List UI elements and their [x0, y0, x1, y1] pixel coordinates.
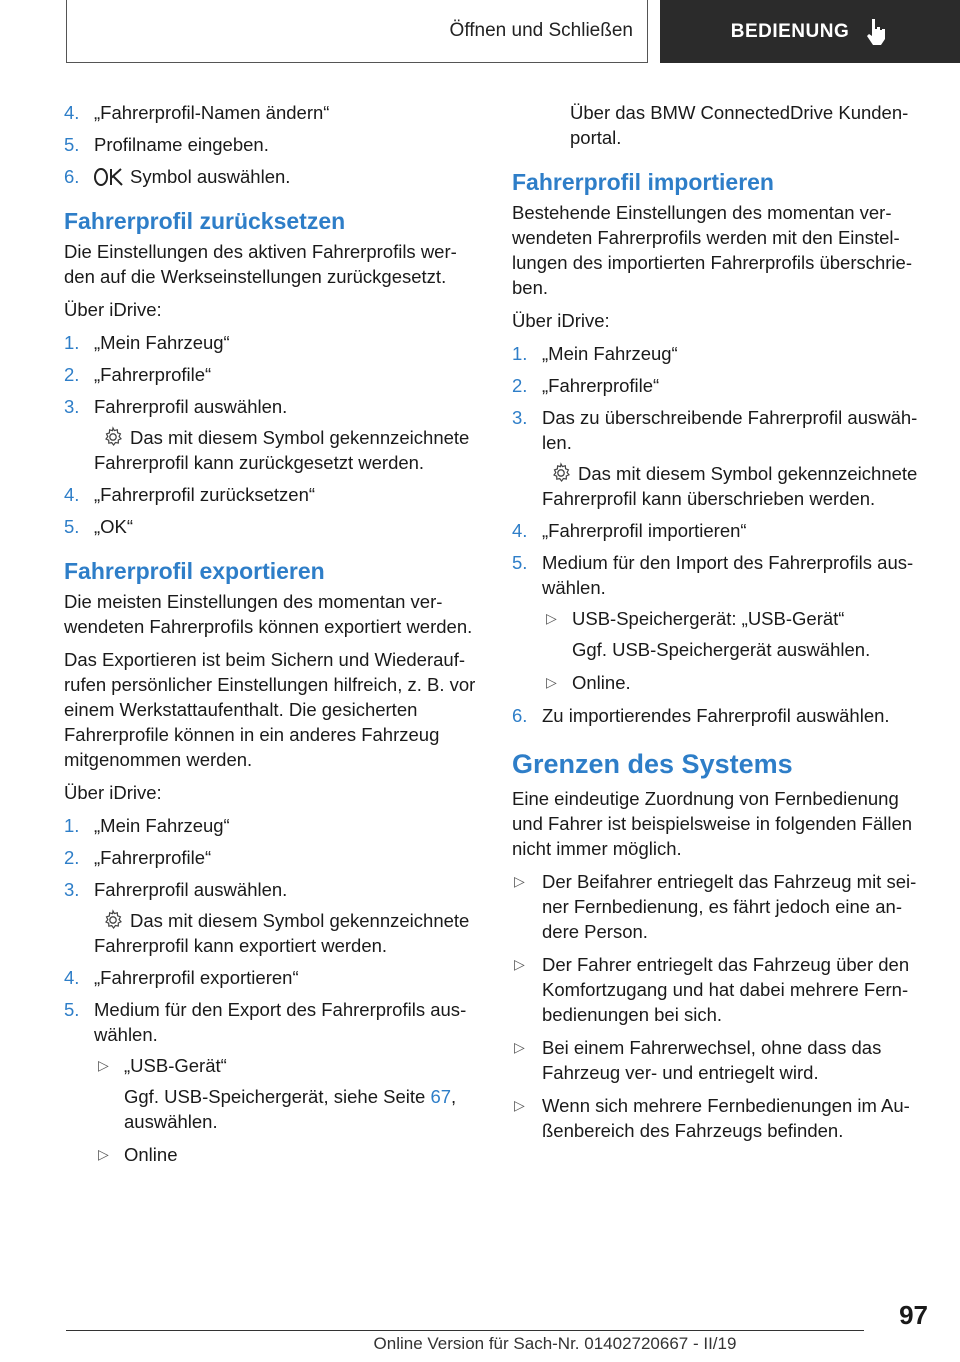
list-item: 3. Fahrerprofil auswählen. Das mit diesem Symbol gekennzeichnete Fahrerprofil kann exportiert werden.	[64, 877, 478, 958]
right-column	[512, 100, 926, 1151]
list-item: 3. Fahrerprofil auswählen. Das mit diesem Symbol gekennzeichnete Fahrerprofil kann zurückgesetzt werden.	[64, 394, 478, 475]
list-item: 1. „Mein Fahrzeug“	[512, 343, 678, 364]
paragraph: Über iDrive:	[64, 782, 162, 803]
list-item: ▷ Der Beifahrer entriegelt das Fahrzeug mit seiner Fernbedienung, es fährt jedoch eine andere Person.	[514, 871, 917, 942]
import-steps	[512, 341, 926, 728]
page-number: 97	[899, 1300, 928, 1330]
footer-divider	[66, 1330, 864, 1331]
paragraph: Das Exportieren ist beim Sichern und Wiederaufrufen persönlicher Einstellungen hilfreich, z. B. vor einem Werkstattaufenthalt. Die gesicherten Fahrerprofile können in ein anderes Fahrzeug mitgenommen werden.	[64, 649, 476, 770]
list-item: 2. „Fahrerprofile“	[64, 364, 212, 385]
list-item: ▷ Bei einem Fahrerwechsel, ohne dass das Fahrzeug ver- und entriegelt wird.	[514, 1037, 882, 1083]
paragraph: Eine eindeutige Zuordnung von Fernbedienung und Fahrer ist beispielsweise in folgenden Fällen nicht immer möglich.	[512, 788, 913, 859]
list-item: 4. „Fahrerprofil importieren“	[512, 520, 747, 541]
section-heading-export: Fahrerprofil exportieren	[64, 558, 325, 584]
list-item: 4. „Fahrerprofil exportieren“	[64, 967, 299, 988]
chapter-tab[interactable]	[660, 0, 960, 63]
triangle-bullet-icon: ▷	[514, 1039, 525, 1055]
list-item: 1. „Mein Fahrzeug“	[64, 815, 230, 836]
gear-icon	[102, 909, 124, 931]
list-item: 6. Symbol auswählen.	[64, 166, 291, 187]
import-medium-options	[542, 606, 926, 695]
list-item: 5. Profilname eingeben.	[64, 134, 269, 155]
list-item: ▷ Der Fahrer entriegelt das Fahrzeug über den Komfortzugang und hat dabei mehrere Fernbedienungen bei sich.	[514, 954, 910, 1025]
chapter-title: BEDIENUNG	[730, 20, 850, 42]
export-steps	[64, 813, 478, 1167]
list-item: 1. „Mein Fahrzeug“	[64, 332, 230, 353]
list-item: 2. „Fahrerprofile“	[64, 847, 212, 868]
triangle-bullet-icon: ▷	[514, 1097, 525, 1113]
triangle-bullet-icon: ▷	[546, 674, 557, 690]
paragraph: Die Einstellungen des aktiven Fahrerprofils werden auf die Werkseinstellungen zurückgesetzt.	[64, 241, 457, 287]
page-link[interactable]: 67	[430, 1086, 452, 1107]
list-item: 4. „Fahrerprofil-Namen ändern“	[64, 102, 330, 123]
list-item: ▷ USB-Speichergerät: „USB-Gerät“ Ggf. USB-Speichergerät auswählen.	[542, 606, 926, 662]
step-note: Ggf. USB-Speichergerät, siehe Seite 67, auswählen.	[124, 1086, 457, 1132]
triangle-bullet-icon: ▷	[98, 1146, 109, 1162]
triangle-bullet-icon: ▷	[514, 956, 525, 972]
list-item: 3. Das zu überschreibende Fahrerprofil auswählen. Das mit diesem Symbol gekennzeichnete Fahrerprofil kann überschrieben werden.	[512, 405, 926, 511]
section-heading-import: Fahrerprofil importieren	[512, 169, 774, 195]
reset-steps	[64, 330, 478, 539]
limits-list	[512, 869, 926, 1143]
list-item: ▷ Online	[98, 1144, 178, 1165]
section-heading-limits: Grenzen des Systems	[512, 749, 793, 779]
triangle-bullet-icon: ▷	[514, 873, 525, 889]
paragraph: Über iDrive:	[512, 310, 610, 331]
page-header	[66, 0, 960, 64]
paragraph: Die meisten Einstellungen des momentan verwendeten Fahrerprofils können exportiert werden.	[64, 591, 473, 637]
gear-icon	[550, 462, 572, 484]
paragraph: Bestehende Einstellungen des momentan verwendeten Fahrerprofils werden mit den Einstellungen des importierten Fahrerprofils überschrieben.	[512, 202, 913, 298]
rename-steps	[64, 100, 478, 189]
section-heading-reset: Fahrerprofil zurücksetzen	[64, 208, 346, 234]
list-item: 6. Zu importierendes Fahrerprofil auswählen.	[512, 705, 890, 726]
step-note: Das mit diesem Symbol gekennzeichnete Fahrerprofil kann überschrieben werden.	[542, 463, 918, 509]
export-medium-options	[94, 1053, 478, 1167]
list-item: 4. „Fahrerprofil zurücksetzen“	[64, 484, 316, 505]
section-title: Öffnen und Schließen	[66, 0, 648, 63]
step-note: Das mit diesem Symbol gekennzeichnete Fahrerprofil kann zurückgesetzt werden.	[94, 427, 470, 473]
list-item: ▷ Online.	[546, 672, 631, 693]
step-note: Das mit diesem Symbol gekennzeichnete Fahrerprofil kann exportiert werden.	[94, 910, 470, 956]
left-column	[64, 100, 478, 1175]
list-item: 5. „OK“	[64, 516, 134, 537]
gear-icon	[102, 426, 124, 448]
paragraph: Über iDrive:	[64, 299, 162, 320]
list-item: 5. Medium für den Export des Fahrerprofils auswählen. ▷ „USB-Gerät“ Ggf. USB-Speichergerät, siehe Seite 67, auswählen. ▷ Online	[64, 997, 478, 1167]
paragraph: Über das BMW ConnectedDrive Kundenportal.	[570, 102, 909, 148]
step-note: Ggf. USB-Speichergerät auswählen.	[572, 639, 871, 660]
hand-pointer-icon	[863, 17, 889, 47]
footer-text: Online Version für Sach-Nr. 01402720667 - II/19	[373, 1334, 737, 1353]
list-item: 2. „Fahrerprofile“	[512, 375, 660, 396]
list-item: ▷ Wenn sich mehrere Fernbedienungen im Außenbereich des Fahrzeugs befinden.	[514, 1095, 910, 1141]
list-item: ▷ „USB-Gerät“ Ggf. USB-Speichergerät, siehe Seite 67, auswählen.	[94, 1053, 478, 1134]
ok-symbol-icon	[94, 168, 124, 186]
triangle-bullet-icon: ▷	[98, 1057, 109, 1073]
list-item: 5. Medium für den Import des Fahrerprofils auswählen. ▷ USB-Speichergerät: „USB-Gerät“ Ggf. USB-Speichergerät auswählen. ▷ Online.	[512, 550, 926, 695]
triangle-bullet-icon: ▷	[546, 610, 557, 626]
